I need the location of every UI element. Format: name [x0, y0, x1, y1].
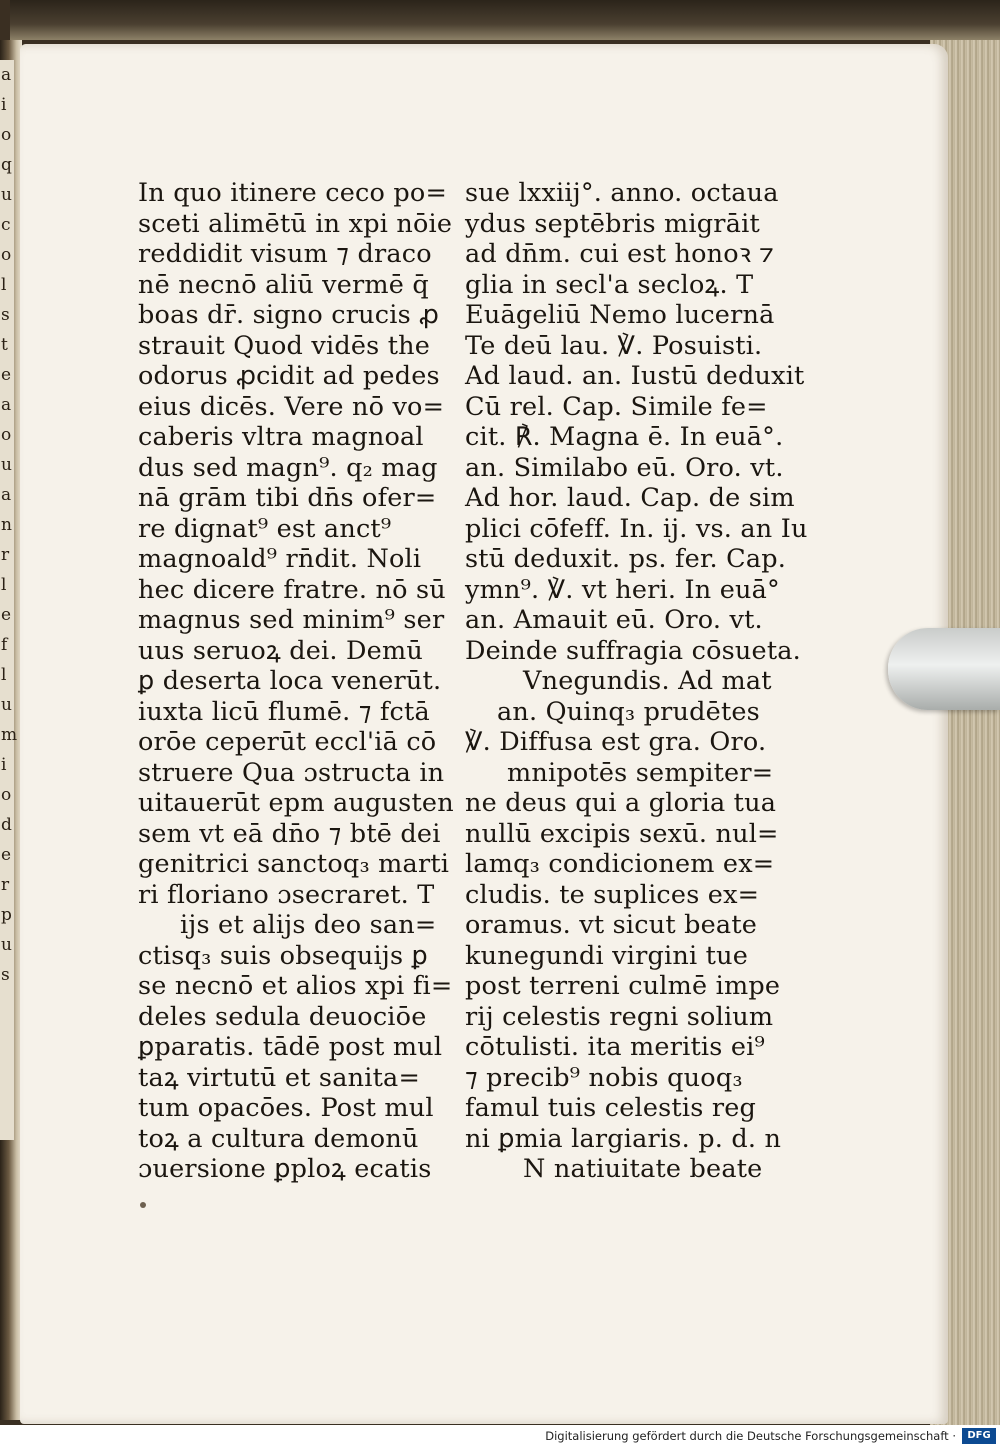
text-line: deles sedula deuociōe: [138, 1001, 427, 1032]
sliver-letter: e: [1, 365, 12, 385]
text-line: dus sed magn⁹. q₂ mag: [138, 452, 438, 483]
text-line: genitrici sanctoq₃ marti: [138, 849, 450, 879]
text-line: cludis. te suplices ex=: [465, 879, 760, 910]
sliver-letter: u: [1, 935, 12, 955]
sliver-letter: l: [1, 575, 7, 595]
text-line: se necnō et alios xpi fi=: [138, 971, 453, 1001]
text-line: hec dicere fratre. nō sū: [138, 574, 446, 605]
text-line: plici cōfeff. In. ij. vs. an Iu: [465, 513, 808, 544]
text-line: nā grām tibi dn̄s ofer=: [138, 483, 437, 513]
text-line: struere Qua ɔstructa in: [138, 757, 445, 788]
text-line: iuxta licū flumē. ⁊ fctā: [138, 696, 430, 727]
book-top-edge: [10, 0, 1000, 40]
sliver-letter: o: [1, 785, 12, 805]
text-line: Vnegundis. Ad mat: [523, 666, 772, 696]
funding-notice: Digitalisierung gefördert durch die Deutsche Forschungsgemeinschaft ·: [545, 1429, 956, 1443]
text-line: eius dicēs. Vere nō vo=: [138, 391, 445, 422]
text-line: magnoald⁹ rn̄dit. Noli: [138, 544, 422, 574]
sliver-letter: a: [1, 485, 12, 505]
text-line: ꝑ deserta loca venerūt.: [138, 666, 442, 696]
text-line: Te deū lau. ℣. Posuisti.: [465, 330, 763, 361]
sliver-letter: e: [1, 845, 12, 865]
text-line: ydus septēbris migrāit: [465, 208, 760, 239]
sliver-letter: f: [1, 635, 8, 655]
text-line: re dignat⁹ est anct⁹: [138, 513, 392, 544]
sliver-letter: o: [1, 245, 12, 265]
text-line: glia in secl'a secloꝝ. T: [465, 269, 754, 300]
text-line: kunegundi virgini tue: [465, 940, 749, 971]
dfg-logo: DFG: [962, 1428, 996, 1444]
sliver-letter: m: [1, 725, 18, 745]
text-line: uitauerūt epm augusten: [138, 788, 454, 818]
sliver-letter: a: [1, 65, 12, 85]
text-line: nullū excipis sexū. nul=: [465, 818, 779, 849]
text-line: stū deduxit. ps. fer. Cap.: [465, 544, 787, 574]
text-line: Cū rel. Cap. Simile fe=: [465, 391, 768, 422]
sliver-letter: o: [1, 125, 12, 145]
text-line: mnipotēs sempiter=: [507, 757, 774, 788]
page-clip: [888, 628, 1000, 710]
text-line: magnus sed minim⁹ ser: [138, 605, 445, 635]
sliver-letter: n: [1, 515, 12, 535]
text-column-right: [465, 178, 808, 1185]
sliver-letter: o: [1, 425, 12, 445]
text-line: boas dr̄. signo crucis ꝓ: [138, 300, 440, 330]
text-line: sem vt eā dn̄o ⁊ btē dei: [138, 818, 441, 849]
text-column-left: [138, 178, 454, 1185]
manuscript-page: [20, 44, 948, 1424]
sliver-letter: i: [1, 755, 7, 775]
text-line: rij celestis regni solium: [465, 1001, 774, 1032]
text-line: tum opacōes. Post mul: [138, 1093, 434, 1123]
sliver-letter: d: [1, 815, 12, 835]
sliver-letter: r: [1, 545, 10, 565]
sliver-letter: s: [1, 965, 10, 985]
text-line: oramus. vt sicut beate: [465, 910, 758, 940]
sliver-letter: u: [1, 455, 12, 475]
sliver-letter: s: [1, 305, 10, 325]
text-line: taꝝ virtutū et sanita=: [138, 1062, 421, 1093]
ink-dot: [140, 1202, 146, 1208]
text-line: N natiuitate beate: [523, 1154, 763, 1184]
text-line: famul tuis celestis reg: [465, 1093, 757, 1123]
text-line: strauit Quod vidēs the: [138, 330, 431, 361]
sliver-letter: p: [1, 905, 12, 925]
text-line: ymn⁹. ℣. vt heri. In euā°: [465, 574, 780, 605]
text-line: sceti alimētū in xpi nōie: [138, 208, 453, 239]
text-line: cit. ℟. Magna ē. In euā°.: [465, 422, 784, 452]
text-line: ijs et alijs deo san=: [180, 910, 437, 940]
text-line: ꝑparatis. tādē post mul: [138, 1032, 443, 1062]
text-line: ctisq₃ suis obsequijs ꝑ: [138, 940, 428, 971]
sliver-letter: a: [1, 395, 12, 415]
text-line: ni ꝑmia largiaris. p. d. n: [465, 1123, 782, 1154]
text-line: ne deus qui a gloria tua: [465, 788, 777, 818]
text-line: reddidit visum ⁊ draco: [138, 239, 432, 269]
text-line: ⁊ precib⁹ nobis quoq₃: [465, 1062, 743, 1093]
text-line: Ad laud. an. Iustū deduxit: [465, 361, 805, 391]
text-line: caberis vltra magnoal: [138, 422, 424, 452]
sliver-letter: t: [1, 335, 8, 355]
text-line: Deinde suffragia cōsueta.: [465, 635, 801, 666]
text-line: ri floriano ɔsecraret. T: [138, 879, 435, 910]
text-line: an. Amauit eū. Oro. vt.: [465, 605, 763, 635]
text-line: an. Similabo eū. Oro. vt.: [465, 452, 784, 483]
text-line: sue lxxiij°. anno. octaua: [465, 178, 779, 208]
text-line: ℣. Diffusa est gra. Oro.: [465, 727, 767, 757]
text-line: In quo itinere ceco po=: [138, 178, 448, 208]
sliver-letter: c: [1, 215, 11, 235]
sliver-letter: i: [1, 95, 7, 115]
text-line: uus seruoꝝ dei. Demū: [138, 635, 423, 666]
sliver-letter: q: [1, 155, 12, 175]
sliver-letter: e: [1, 605, 12, 625]
text-line: orōe ceperūt eccl'iā cō: [138, 727, 437, 757]
text-line: odorus ꝓcidit ad pedes: [138, 361, 440, 391]
sliver-letter: r: [1, 875, 10, 895]
facing-page-sliver: [0, 60, 18, 1140]
sliver-letter: u: [1, 185, 12, 205]
sliver-letter: u: [1, 695, 12, 715]
sliver-letter: l: [1, 665, 7, 685]
text-line: post terreni culmē impe: [465, 971, 781, 1001]
text-line: nē necnō aliū vermē q̄: [138, 269, 429, 300]
sliver-letter: l: [1, 275, 7, 295]
footer-bar: [0, 1425, 1000, 1448]
text-line: toꝝ a cultura demonū: [138, 1123, 419, 1154]
text-line: ad dn̄m. cui est honoꝛ ⁊: [465, 239, 775, 269]
text-line: ɔuersione ꝑploꝝ ecatis: [138, 1154, 432, 1184]
text-line: cōtulisti. ita meritis ei⁹: [465, 1032, 765, 1062]
text-line: Ad hor. laud. Cap. de sim: [465, 483, 795, 513]
text-line: an. Quinq₃ prudētes: [497, 696, 760, 727]
text-line: Euāgeliū Nemo lucernā: [465, 300, 775, 330]
text-line: lamq₃ condicionem ex=: [465, 849, 775, 879]
